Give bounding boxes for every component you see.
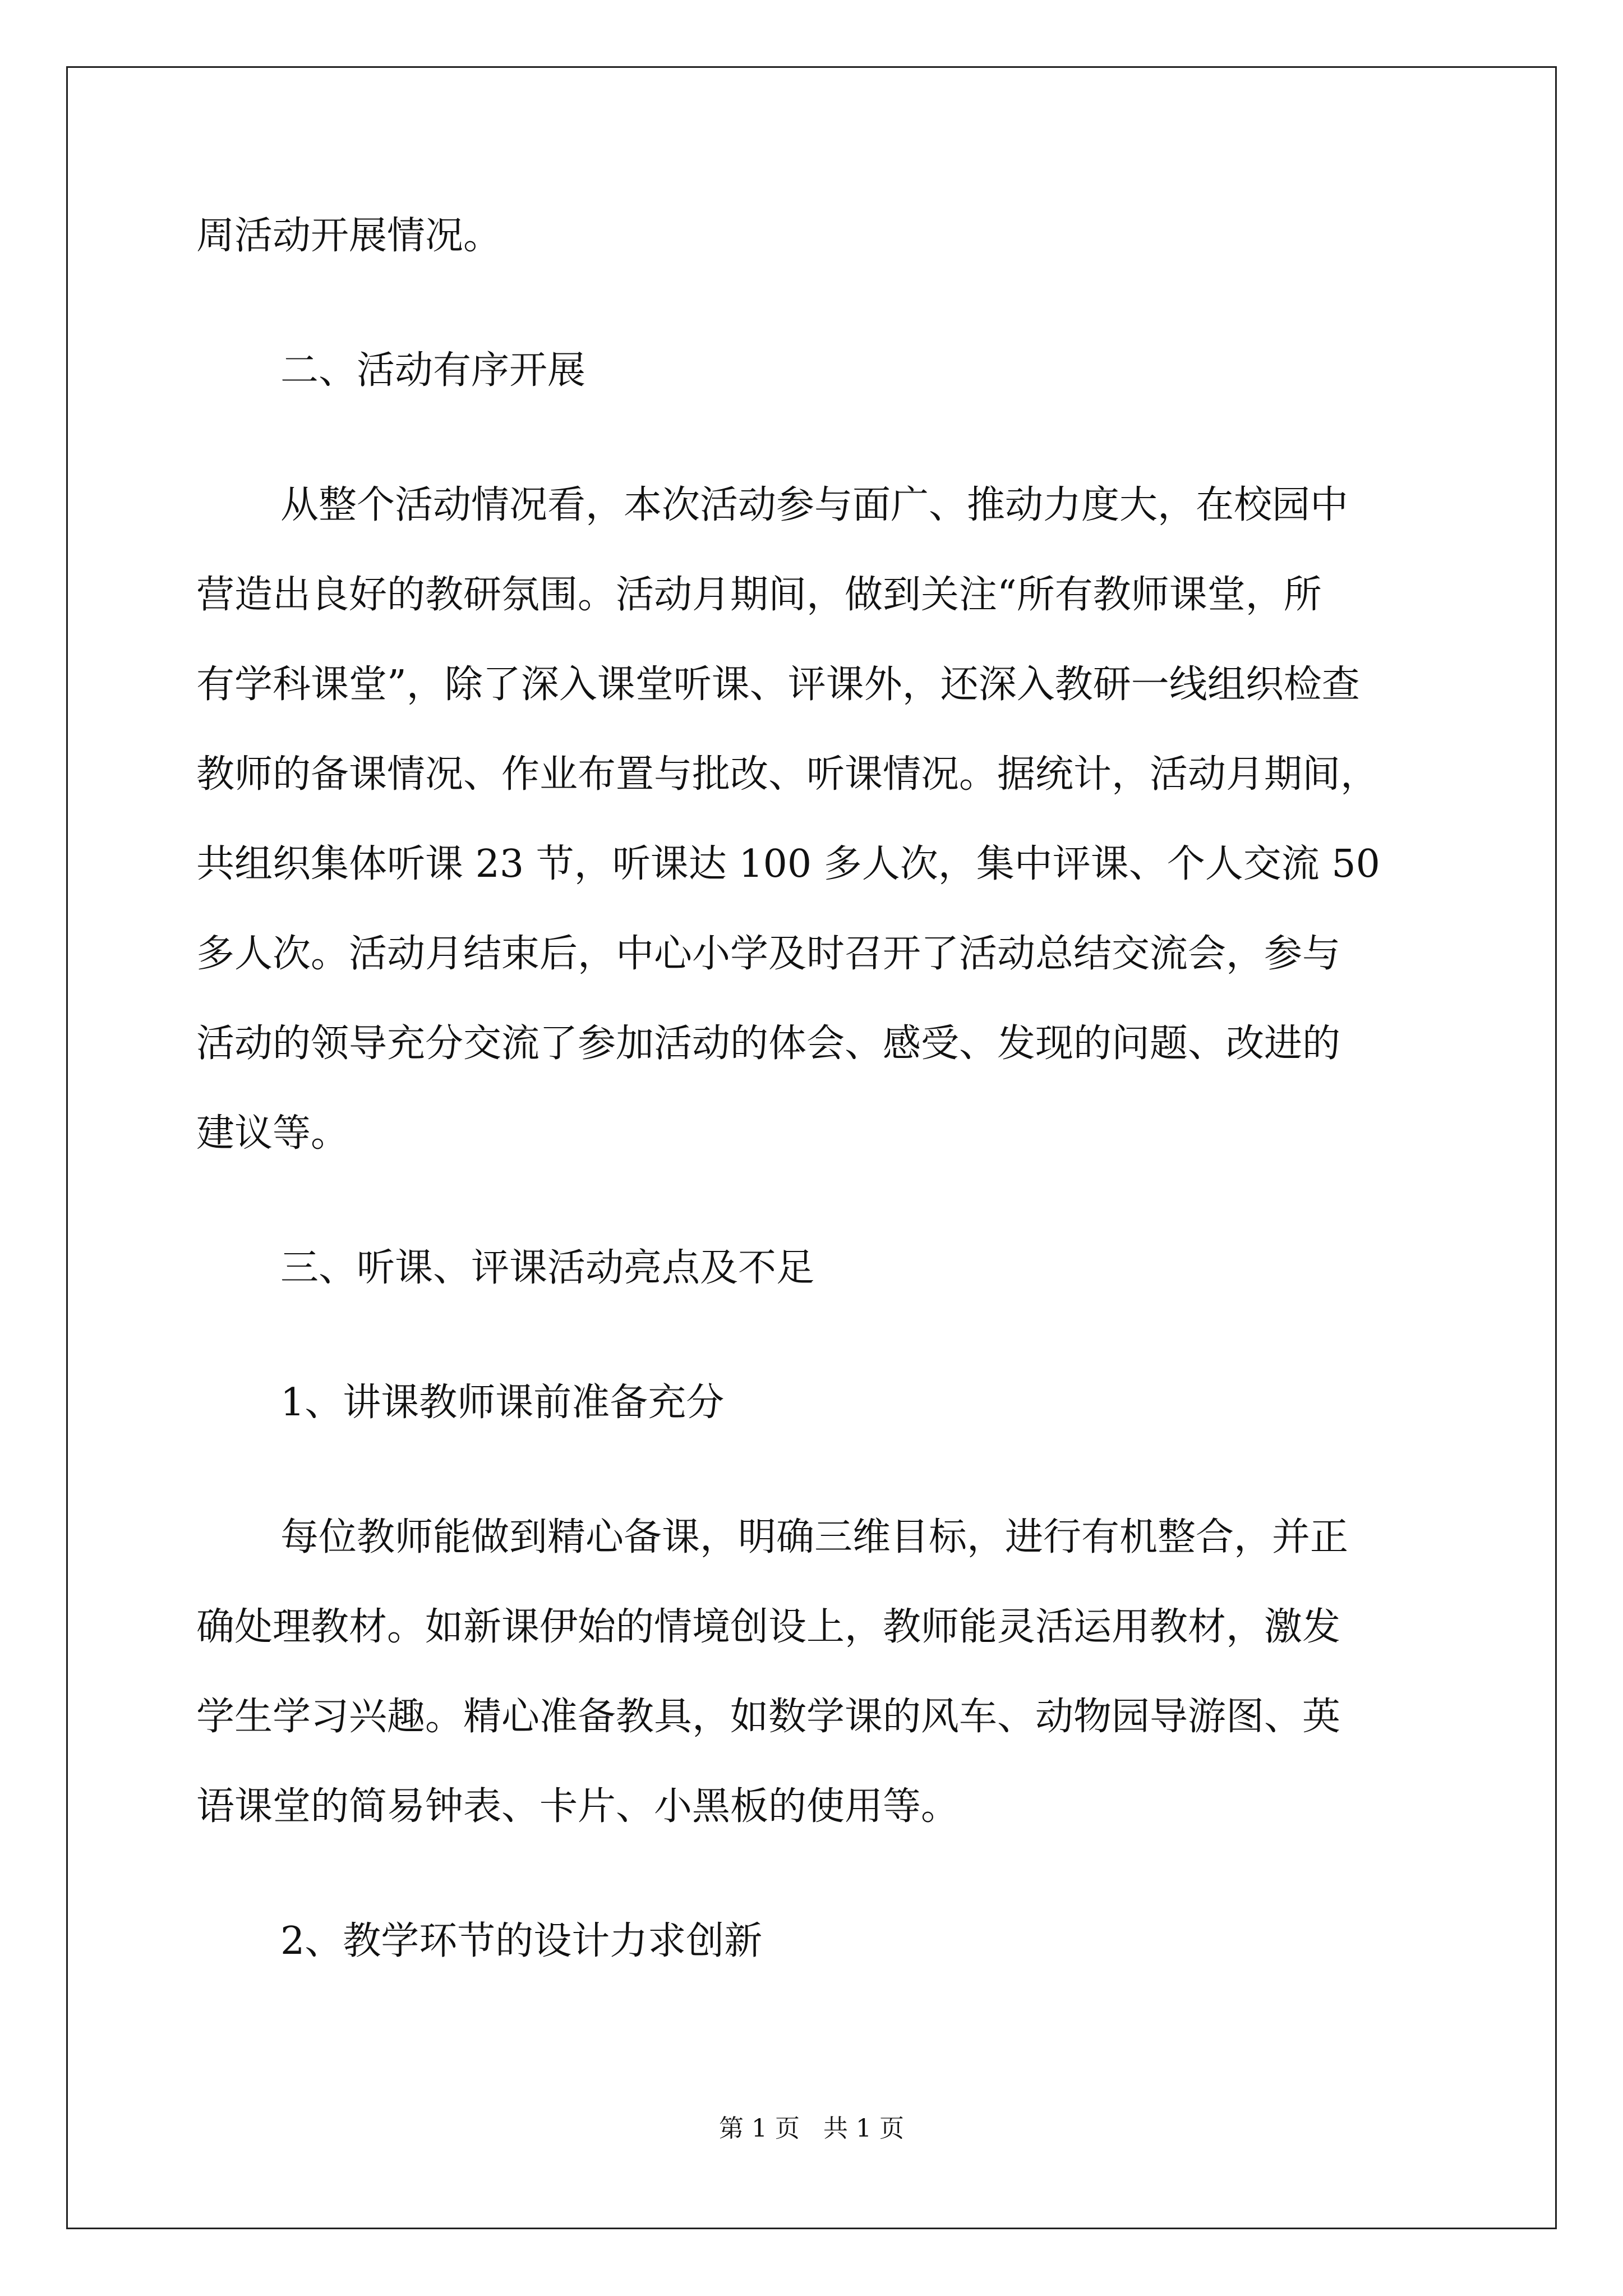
text-line: 语课堂的简易钟表、卡片、小黑板的使用等。 (196, 1784, 960, 1829)
page-total: 共 1 页 (823, 2114, 904, 2143)
text-line: 周活动开展情况。 (196, 214, 502, 258)
text-line: 从整个活动情况看，本次活动参与面广、推动力度大，在校园中 (280, 483, 1349, 527)
page-number: 第 1 页 (719, 2114, 800, 2143)
text-line: 活动的领导充分交流了参加活动的体会、感受、发现的问题、改进的 (196, 1022, 1341, 1066)
text-line: 确处理教材。如新课伊始的情境创设上，教师能灵活运用教材，激发 (196, 1605, 1341, 1649)
text-line: 有学科课堂”，除了深入课堂听课、评课外，还深入教研一线组织检查 (196, 662, 1360, 707)
page-footer (0, 2112, 1623, 2146)
text-line: 每位教师能做到精心备课，明确三维目标，进行有机整合，并正 (280, 1515, 1349, 1559)
text-line: 多人次。活动月结束后，中心小学及时召开了活动总结交流会，参与 (196, 932, 1341, 976)
text-line: 共组织集体听课 23 节，听课达 100 多人次，集中评课、个人交流 50 (196, 842, 1380, 886)
text-line: 建议等。 (196, 1111, 349, 1156)
subsection-heading: 2、教学环节的设计力求创新 (280, 1919, 763, 1963)
subsection-heading: 1、讲课教师课前准备充分 (280, 1381, 725, 1425)
section-heading: 二、活动有序开展 (280, 348, 586, 393)
text-line: 教师的备课情况、作业布置与批改、听课情况。据统计，活动月期间， (196, 752, 1379, 797)
text-line: 学生学习兴趣。精心准备教具，如数学课的风车、动物园导游图、英 (196, 1695, 1341, 1739)
text-line: 营造出良好的教研氛围。活动月期间，做到关注“所有教师课堂，所 (196, 573, 1322, 617)
section-heading: 三、听课、评课活动亮点及不足 (280, 1246, 815, 1290)
